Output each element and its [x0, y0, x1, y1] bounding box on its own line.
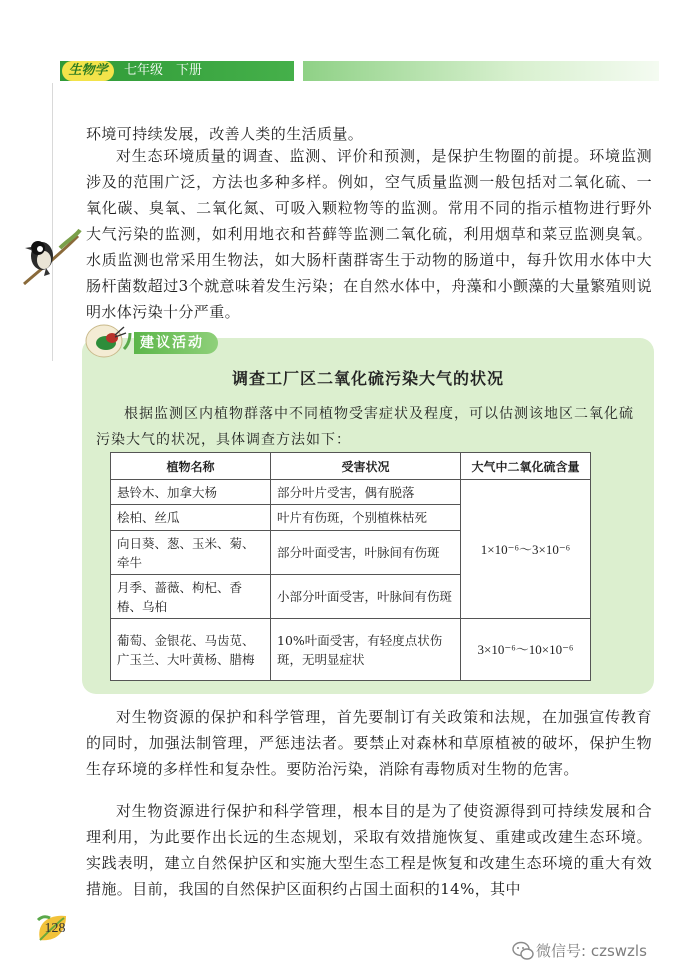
table-row — [111, 480, 591, 505]
table-row — [111, 619, 591, 681]
plant-cell: 悬铃木、加拿大杨 — [111, 480, 271, 505]
activity-intro: 根据监测区内植物群落中不同植物受害症状及程度，可以估测该地区二氧化硫污染大气的状况，具体调查方法如下： — [96, 406, 634, 448]
damage-cell: 10%叶面受害，有轻度点状伤斑，无明显症状 — [271, 619, 461, 681]
paragraph-4: 对生物资源进行保护和科学管理，根本目的是为了使资源得到可持续发展和合理利用，为此要作出长远的生态规划，采取有效措施恢复、重建或改建生态环境。实践表明，建立自然保护区和实施大型生态工程是恢复和改建生态环境的重大有效措施。目前，我国的自然保护区面积约占国土面积的14%，其中 — [86, 802, 652, 898]
bird-illustration — [20, 226, 82, 290]
grade-volume-label: 七年级 下册 — [124, 63, 203, 78]
paragraph-2: 对生态环境质量的调查、监测、评价和预测，是保护生物圈的前提。环境监测涉及的范围广泛，方法也多种多样。例如，空气质量监测一般包括对二氧化硫、一氧化碳、臭氧、二氧化氮、可吸入颗粒物等的监测。常用不同的指示植物进行野外大气污染的监测，如利用地衣和苔藓等监测二氧化硫，利用烟草和菜豆监测臭氧。水质监测也常采用生物法，如大肠杆菌群寄生于动物的肠道中，每升饮用水体中大肠杆菌数超过3个就意味着发生污染；在自然水体中，舟藻和小颤藻的大量繁殖则说明水体污染十分严重。 — [86, 147, 652, 321]
paragraph-3: 对生物资源的保护和科学管理，首先要制订有关政策和法规，在加强宣传教育的同时，加强法制管理，严惩违法者。要禁止对森林和草原植被的破坏，保护生物生存环境的多样性和复杂性。要防治污染，消除有毒物质对生物的危害。 — [86, 708, 652, 778]
so2-level-cell: 3×10⁻⁶～10×10⁻⁶ — [461, 619, 591, 681]
header-damage: 受害状况 — [271, 453, 461, 480]
damage-cell: 部分叶片受害，偶有脱落 — [271, 480, 461, 505]
insect-icon — [84, 319, 132, 361]
plant-cell: 向日葵、葱、玉米、菊、牵牛 — [111, 531, 271, 575]
page-number: 128 — [44, 921, 66, 936]
wechat-icon — [512, 941, 534, 961]
header-bar-right — [303, 61, 659, 81]
activity-label: 建议活动 — [134, 332, 218, 354]
margin-divider — [52, 83, 53, 361]
plant-cell: 月季、蔷薇、枸杞、香椿、乌桕 — [111, 575, 271, 619]
plant-cell: 葡萄、金银花、马齿苋、广玉兰、大叶黄杨、腊梅 — [111, 619, 271, 681]
damage-cell: 小部分叶面受害，叶脉间有伤斑 — [271, 575, 461, 619]
table-header-row — [111, 453, 591, 480]
sulfur-dioxide-table — [110, 452, 591, 681]
subject-badge: 生物学 — [62, 61, 114, 81]
so2-level-cell: 1×10⁻⁶～3×10⁻⁶ — [461, 480, 591, 619]
activity-title: 调查工厂区二氧化硫污染大气的状况 — [231, 369, 504, 388]
damage-cell: 部分叶面受害，叶脉间有伤斑 — [271, 531, 461, 575]
watermark-text: 微信号: czswzls — [536, 942, 647, 960]
plant-cell: 桧柏、丝瓜 — [111, 505, 271, 531]
damage-cell: 叶片有伤斑，个别植株枯死 — [271, 505, 461, 531]
header-so2-level: 大气中二氧化硫含量 — [461, 453, 591, 480]
header-plant: 植物名称 — [111, 453, 271, 480]
paragraph-1: 环境可持续发展，改善人类的生活质量。 — [86, 125, 364, 143]
